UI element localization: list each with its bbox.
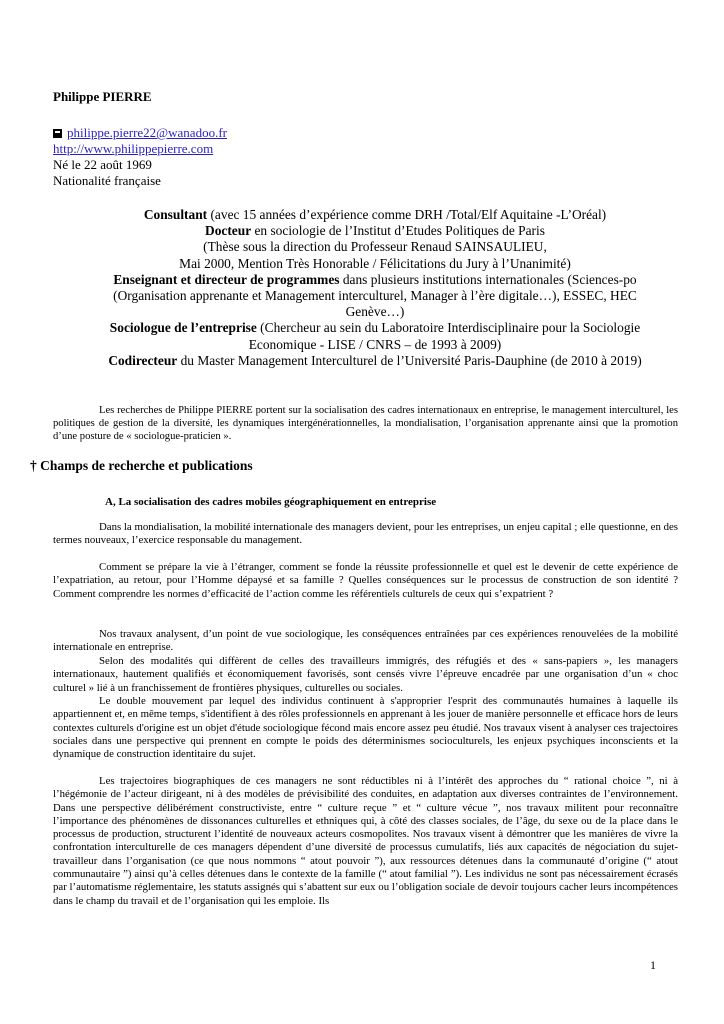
website-link[interactable]: http://www.philippepierre.com [53,141,214,156]
email-line [53,125,227,141]
title-line: Mai 2000, Mention Très Honorable / Félicitations du Jury à l’Unanimité) [179,255,571,271]
envelope-icon [53,129,62,138]
body-paragraph: Nos travaux analysent, d’un point de vue sociologique, les conséquences entraînées par ces expériences renouvelées de la mobilité internationale en entreprise. [53,628,678,654]
page-number: 1 [650,958,656,972]
email-link[interactable]: philippe.pierre22@wanadoo.fr [67,125,227,140]
title-line: Consultant (avec 15 années d’expérience comme DRH /Total/Elf Aquitaine -L’Oréal) [143,207,607,222]
birth-date: Né le 22 août 1969 [53,157,152,172]
subsection-heading: A, La socialisation des cadres mobiles géographiquement en entreprise [105,496,437,508]
abstract-paragraph: Les recherches de Philippe PIERRE portent sur la socialisation des cadres internationaux en entreprise, le management interculturel, les politiques de gestion de la diversité, les dynamiques intergénérationnelles, la mondialisation, l’organisation apprenante ainsi que la promotion d’une posture de « sociologue-praticien ». [53,405,678,442]
title-line: Codirecteur du Master Management Interculturel de l’Université Paris-Dauphine (de 2010 à 2019) [108,352,642,368]
nationality: Nationalité française [53,173,161,188]
section-heading: † Champs de recherche et publications [30,458,253,473]
body-paragraph: Le double mouvement par lequel des individus continuent à s'approprier l'esprit des communautés humaines à laquelle ils appartiennent et, en même temps, s'identifient à des rôles professionnels en apprenant à les jouer de manière personnelle et efficace hors de leurs contextes culturels d'origine est un objet d'étude sociologique fécond mais encore assez peu étudié. Nos travaux visent à analyser ces trajectoires sociales dans une perspective qui prennent en compte le poids des déterminismes socioculturels, les enjeux psychiques inconscients et la dynamique de construction identitaire du sujet. [53,695,678,761]
title-line: Enseignant et directeur de programmes dans plusieurs institutions internationales (Sciences-po (Organisation apprenante et Management interculturel, Manager à l’ère digitale…), ESSEC, HEC Genève…) [113,271,637,320]
author-name: Philippe PIERRE [53,89,152,104]
body-paragraph: Selon des modalités qui diffèrent de celles des travailleurs immigrés, des réfugiés et des « sans-papiers », les managers internationaux, hautement qualifiés et économiquement favorisés, sont censés vivre l’épreuve encadrée par une organisation d’un « choc culturel » lié à un franchissement de frontières physiques, culturelles ou sociales. [53,655,678,694]
title-line: (Thèse sous la direction du Professeur Renaud SAINSAULIEU, [203,239,547,255]
title-line: Sociologue de l’entreprise (Chercheur au sein du Laboratoire Interdisciplinaire pour la Sociologie Economique - LISE / CNRS – de 1993 à 2009) [109,320,641,352]
contact-block [53,125,227,189]
body-paragraph: Les trajectoires biographiques de ces managers ne sont réductibles ni à l’intérêt des approches du “ rational choice ”, ni à l’hégémonie de l’acteur dirigeant, ni à des modèles de prévisibilité des conduites, en adaptation aux diverses contraintes de l’environnement. Dans une perspective délibérément constructiviste, entre “ culture reçue ” et “ culture vécue ”, nos travaux militent pour reconnaître l’importance des phénomènes de dissonances culturelles et ethniques qui, à côté des classes sociales, de l’âge, du sexe ou de la place dans le processus de production, structurent l’identité de nouveaux acteurs cosmopolites. Nos travaux visent à démontrer que les manières de vivre la confrontation interculturelle de ces managers dépendent d’une diversité de processus cumulatifs, liés aux capacités de négociation du sujet-travailleur dans l’organisation (ce que nous nommons “ atout pouvoir ”), aux ressources détenues dans la communauté d’origine (“ atout communautaire ”) ainsi qu’à celles détenues dans le contexte de la famille (“ atout familial ”). Les individus ne sont pas nécessairement écrasés par l’automatisme réglementaire, les statuts assignés qui s’abattent sur eux ou l’obligation sociale de devoir toujours cacher leurs incompétences dans le champ du travail et de l’organisation qui les emploie. Ils [53,775,678,907]
title-line: Docteur en sociologie de l’Institut d’Etudes Politiques de Paris [205,223,545,239]
body-paragraph: Dans la mondialisation, la mobilité internationale des managers devient, pour les entreprises, un enjeu capital ; elle questionne, en des termes nouveaux, l’exercice responsable du management. [53,521,678,547]
body-paragraph: Comment se prépare la vie à l’étranger, comment se fonde la réussite professionnelle et quel est le devenir de cette expérience de l’expatriation, au retour, pour l’Homme dépaysé et sa famille ? Quelles conséquences sur le processus de construction de son identité ? Comment comprendre les normes d’efficacité de l’action comme les référentiels culturels de ceux qui s’expatrient ? [53,561,678,600]
dagger-icon: † [30,458,37,473]
titles-block [95,207,655,369]
